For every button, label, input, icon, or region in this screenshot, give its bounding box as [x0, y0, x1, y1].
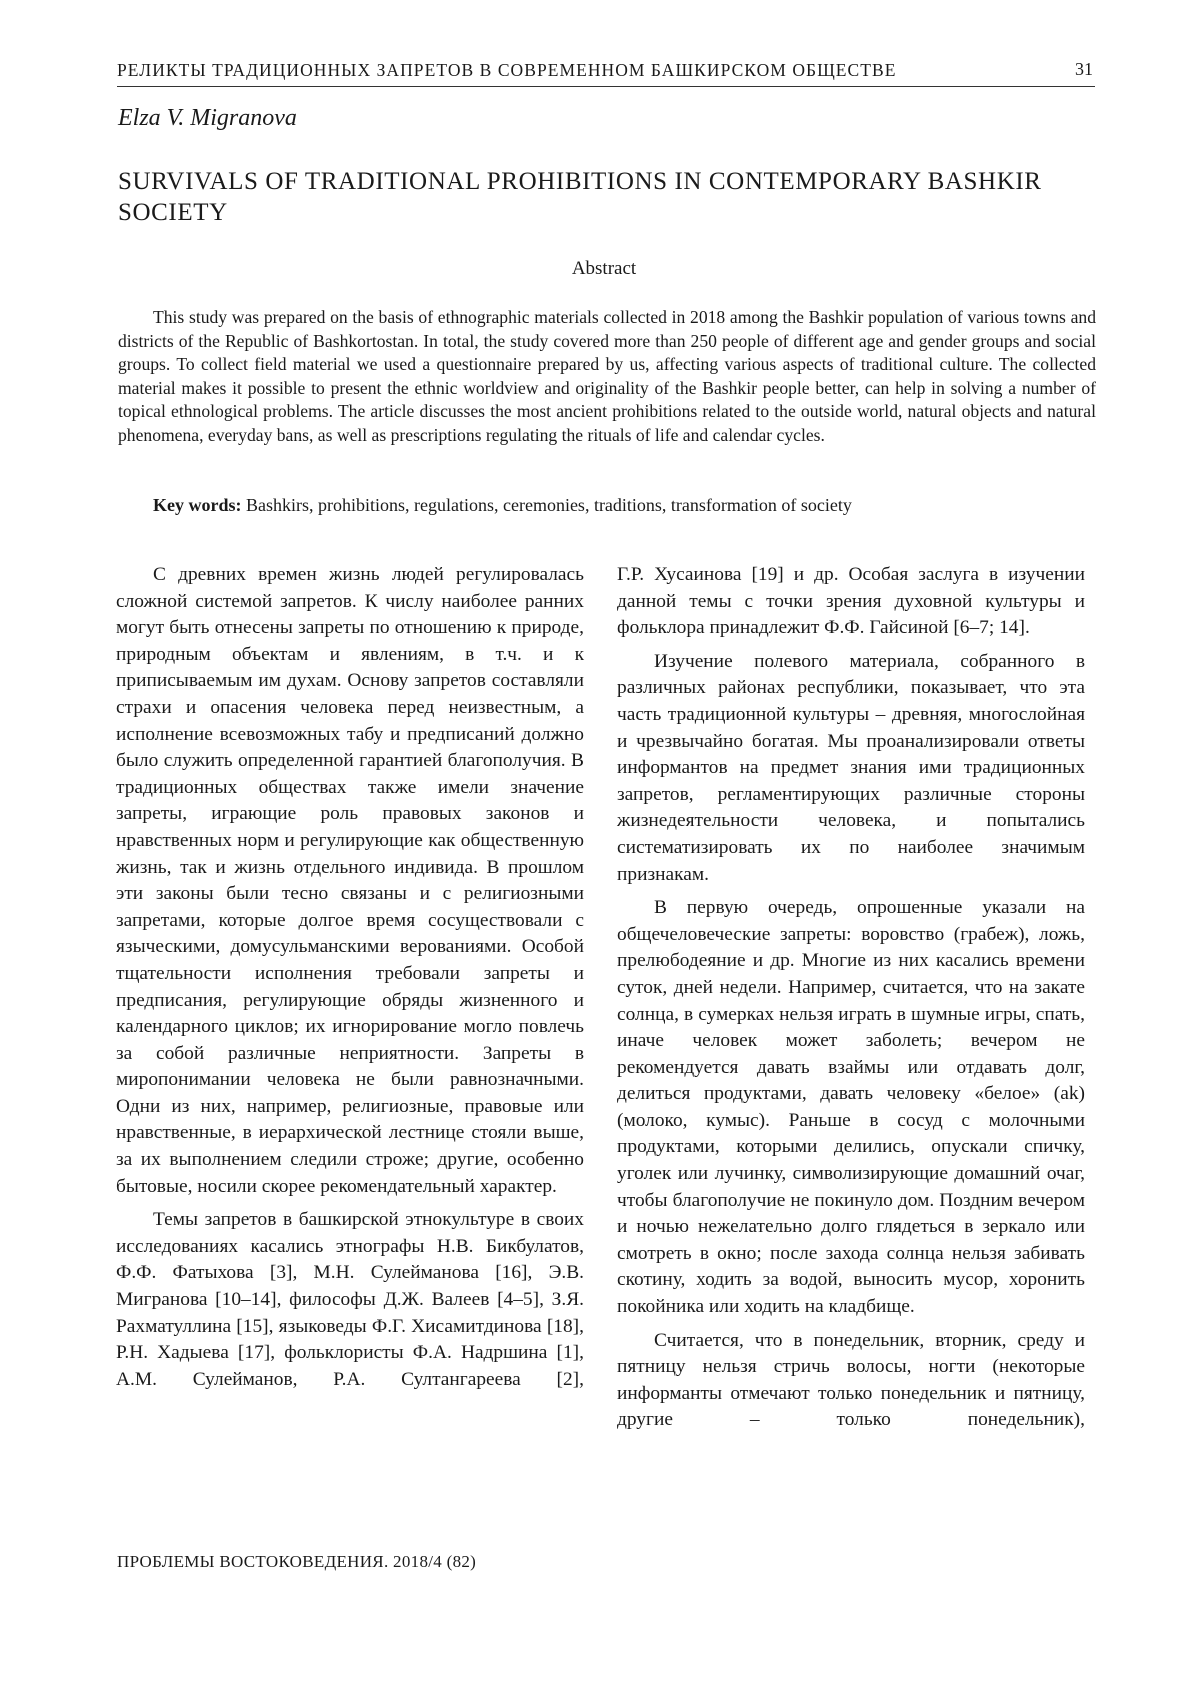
abstract-heading: Abstract — [571, 258, 637, 279]
author-name: Elza V. Migranova — [118, 105, 297, 131]
paragraph: Темы запретов в башкирской этнокультуре в своих исследованиях касались этнографы Н.В. Бикбулатов, Ф.Ф. Фатыхова [3], М.Н. Сулейманова [16], Э.В. Мигранова [10–14], философы Д.Ж. Валеев [4–5], З.Я. Рахматуллина [15], языковеды Ф.Г. Хисамитдинова [18], Р.Н. Хадыева [17], фольклористы Ф.А. Надршина [1], А.М. Сулейманов, Р.А. Султангареева [2], — [116, 1209, 584, 1390]
running-footer: ПРОБЛЕМЫ ВОСТОКОВЕДЕНИЯ. 2018/4 (82) — [117, 1552, 477, 1571]
paragraph: Изучение полевого материала, собранного в различных районах республики, показывает, что эта часть традиционной культуры – древняя, многослойная и чрезвычайно богатая. Мы проанализировали ответы информантов на предмет знания ими традиционных запретов, регламентирующих различные стороны жизнедеятельности человека, и попытались систематизировать их по наиболее значимым признакам. — [617, 650, 1085, 885]
paragraph: Г.Р. Хусаинова [19] и др. Особая заслуга в изучении данной темы с точки зрения духовной культуры и фольклора принадлежит Ф.Ф. Гайсиной [6–7; 14]. — [617, 564, 1085, 639]
running-title: РЕЛИКТЫ ТРАДИЦИОННЫХ ЗАПРЕТОВ В СОВРЕМЕННОМ БАШКИРСКОМ ОБЩЕСТВЕ — [117, 60, 897, 80]
abstract-text: This study was prepared on the basis of ethnographic materials collected in 2018 among the Bashkir population of various towns and districts of the Republic of Bashkortostan. In total, the study covered more than 250 people of different age and gender groups and social groups. To collect field material we used a questionnaire prepared by us, affecting various aspects of traditional culture. The collected material makes it possible to present the ethnic worldview and originality of the Bashkir people better, can help in solving a number of topical ethnological problems. The article discusses the most ancient prohibitions related to the outside world, natural objects and natural phenomena, everyday bans, as well as prescriptions regulating the rituals of life and calendar cycles. — [118, 307, 1096, 445]
paragraph: С древних времен жизнь людей регулировалась сложной системой запретов. К числу наиболее ранних могут быть отнесены запреты по отношению к природе, природным объектам и явлениям, в т.ч. и к приписываемым им духам. Основу запретов составляли страхи и опасения человека перед неизвестным, а исполнение всевозможных табу и предписаний должно было служить определенной гарантией благополучия. В традиционных обществах также имели значение запреты, играющие роль правовых законов и нравственных норм и регулирующие как общественную жизнь, так и жизнь отдельного индивида. В прошлом эти законы были тесно связаны и с религиозными запретами, которые долгое время сосуществовали с языческими, домусульманскими верованиями. Особой тщательности исполнения требовали запреты и предписания, регулирующие обряды жизненного и календарного циклов; их игнорирование могло повлечь за собой различные неприятности. Запреты в миропонимании человека не были равнозначными. Одни из них, например, религиозные, правовые или нравственные, в иерархической лестнице стояли выше, за их выполнением следили строже; другие, особенно бытовые, носили скорее рекомендательный характер. — [116, 564, 584, 1197]
body-column-left — [116, 562, 584, 1393]
paragraph: Считается, что в понедельник, вторник, среду и пятницу нельзя стричь волосы, ногти (некоторые информанты отмечают только понедельник и пятницу, другие – только понедельник), — [617, 1329, 1085, 1431]
page-number: 31 — [1075, 59, 1093, 79]
article-title: SURVIVALS OF TRADITIONAL PROHIBITIONS IN CONTEMPORARY BASHKIR SOCIETY — [118, 168, 1042, 226]
paragraph: В первую очередь, опрошенные указали на общечеловеческие запреты: воровство (грабеж), ложь, прелюбодеяние и др. Многие из них касались времени суток, дней недели. Например, считается, что на закате солнца, в сумерках нельзя играть в шумные игры, спать, иначе человек может заболеть; вечером не рекомендуется давать взаймы или отдавать долг, делиться продуктами, давать человеку «белое» (ak) (молоко, кумыс). Раньше в сосуд с молочными продуктами, которыми делились, опускали спичку, уголек или лучинку, символизирующие домашний очаг, чтобы благополучие не покинуло дом. Поздним вечером и ночью нежелательно долго глядеться в зеркало или смотреть в окно; после захода солнца нельзя забивать скотину, ходить за водой, выносить мусор, хоронить покойника или ходить на кладбище. — [617, 897, 1085, 1318]
body-column-right — [617, 562, 1085, 1434]
running-header — [117, 58, 1095, 87]
keywords — [153, 495, 1103, 516]
keywords-text: Bashkirs, prohibitions, regulations, ceremonies, traditions, transformation of society — [246, 495, 852, 515]
keywords-label: Key words: — [153, 495, 242, 515]
